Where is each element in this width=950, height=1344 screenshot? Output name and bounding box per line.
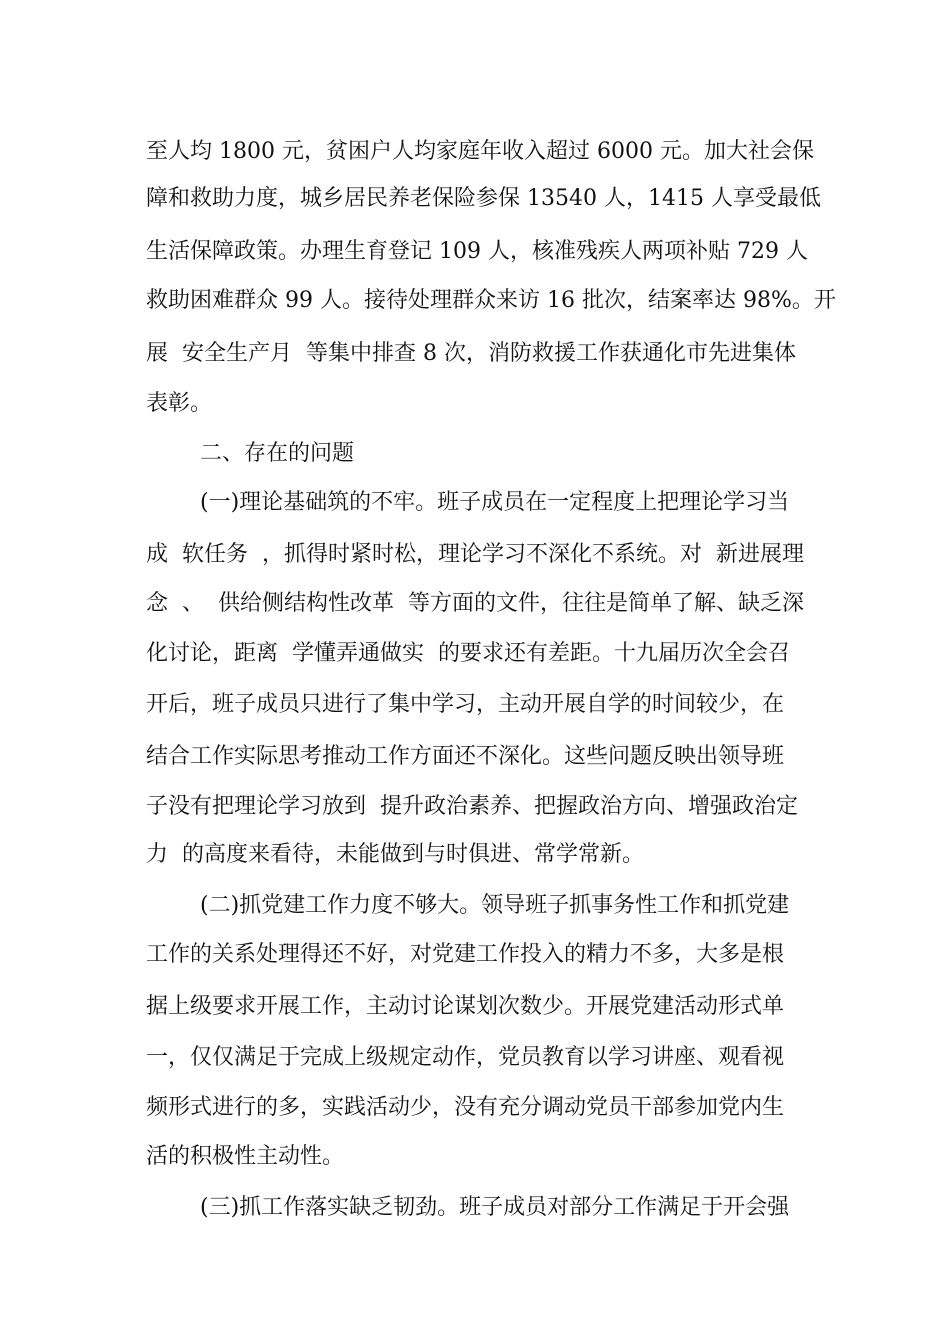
text-line: 据上级要求开展工作，主动讨论谋划次数少。开展党建活动形式单 (146, 994, 785, 1019)
text-line: 频形式进行的多，实践活动少，没有充分调动党员干部参加党内生 (146, 1095, 785, 1120)
section-heading: 二、存在的问题 (200, 441, 355, 466)
text-line: 念 、 供给侧结构性改革 等方面的文件，往往是简单了解、缺乏深 (146, 591, 804, 616)
text-line: 成 软任务 ，抓得时紧时松，理论学习不深化不系统。对 新进展理 (146, 542, 804, 567)
text-line: 展 安全生产月 等集中排查 8 次，消防救援工作获通化市先进集体 (146, 341, 796, 366)
text-line: 化讨论，距离 学懂弄通做实 的要求还有差距。十九届历次全会召 (146, 641, 790, 666)
paragraph-start: (一)理论基础筑的不牢。班子成员在一定程度上把理论学习当 (200, 490, 790, 515)
paragraph-start: (三)抓工作落实缺乏韧劲。班子成员对部分工作满足于开会强 (200, 1195, 790, 1220)
text-line: 工作的关系处理得还不好，对党建工作投入的精力不多，大多是根 (146, 942, 785, 967)
text-line: 生活保障政策。办理生育登记 109 人，核准残疾人两项补贴 729 人 (146, 239, 808, 264)
text-line: 子没有把理论学习放到 提升政治素养、把握政治方向、增强政治定 (146, 794, 798, 819)
text-line: 一，仅仅满足于完成上级规定动作，党员教育以学习讲座、观看视 (146, 1045, 785, 1070)
text-line: 活的积极性主动性。 (146, 1144, 345, 1169)
text-line: 开后，班子成员只进行了集中学习，主动开展自学的时间较少，在 (146, 692, 785, 717)
paragraph-start: (二)抓党建工作力度不够大。领导班子抓事务性工作和抓党建 (200, 893, 790, 918)
text-line: 至人均 1800 元，贫困户人均家庭年收入超过 6000 元。加大社会保 (146, 139, 814, 164)
text-line: 表彰。 (146, 391, 213, 416)
text-line: 救助困难群众 99 人。接待处理群众来访 16 批次，结案率达 98%。开 (146, 288, 836, 313)
text-line: 结合工作实际思考推动工作方面还不深化。这些问题反映出领导班 (146, 744, 785, 769)
text-line: 力 的高度来看待，未能做到与时俱进、常学常新。 (146, 842, 644, 867)
text-line: 障和救助力度，城乡居民养老保险参保 13540 人，1415 人享受最低 (146, 186, 821, 211)
